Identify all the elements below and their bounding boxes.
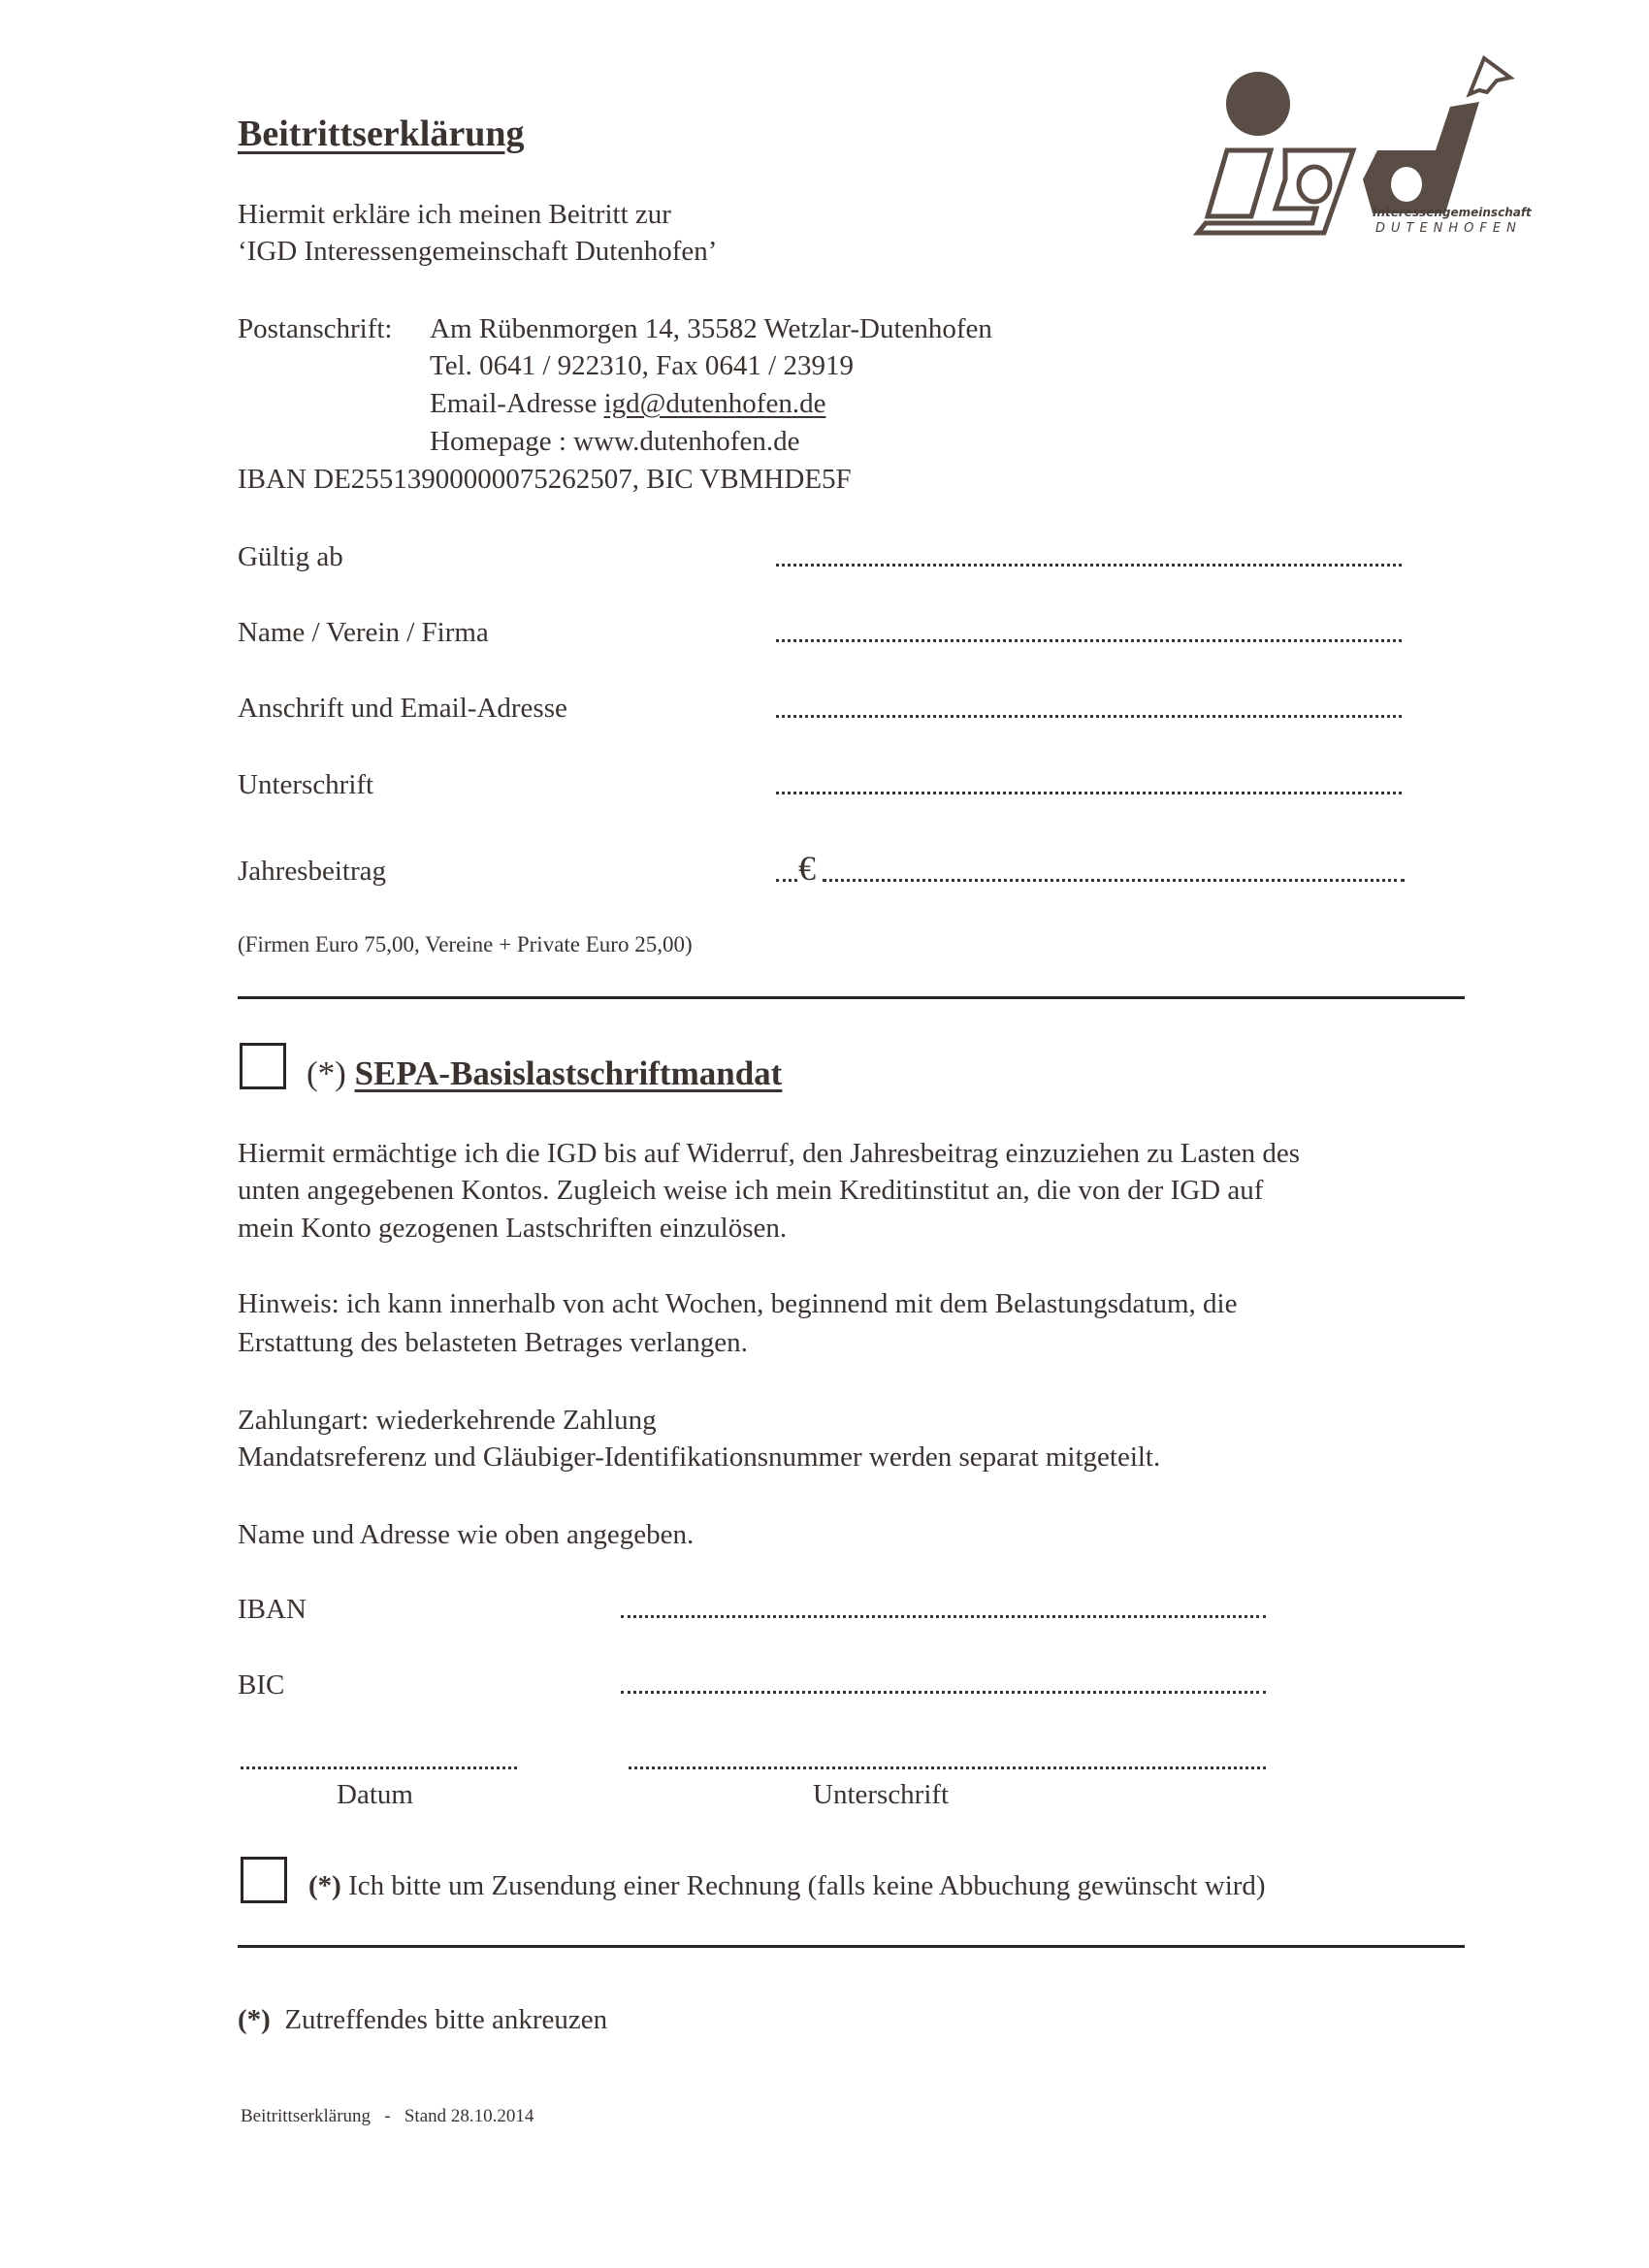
invoice-option [308, 1872, 1266, 1900]
intro-line-1: Hiermit erkläre ich meinen Beitritt zur [238, 199, 671, 230]
sepa-para1-line3: mein Konto gezogenen Lastschriften einzulösen. [238, 1213, 788, 1244]
postal-address: Am Rübenmorgen 14, 35582 Wetzlar-Dutenhofen [430, 313, 992, 344]
date-input[interactable] [241, 1766, 517, 1769]
field-input-address[interactable] [776, 715, 1402, 718]
divider-2 [238, 1945, 1465, 1948]
logo-dot [1226, 72, 1290, 136]
bic-label: BIC [238, 1669, 285, 1701]
invoice-text: Ich bitte um Zusendung einer Rechnung (falls keine Abbuchung gewünscht wird) [348, 1870, 1266, 1901]
euro-sign: € [798, 849, 816, 888]
sepa-checkbox[interactable] [240, 1043, 286, 1089]
sepa-title: SEPA-Basislastschriftmandat [354, 1054, 783, 1092]
footnote-marker: (*) [238, 2004, 271, 2035]
footnote [238, 2006, 607, 2034]
invoice-marker: (*) [308, 1870, 341, 1901]
footer-separator: - [384, 2106, 391, 2126]
sepa-para3-line1: Zahlungart: wiederkehrende Zahlung [238, 1405, 657, 1436]
footer-doc-name: Beitrittserklärung [241, 2106, 372, 2126]
fee-note: (Firmen Euro 75,00, Vereine + Private Euro 25,00) [238, 932, 693, 956]
logo-letter-d [1363, 102, 1479, 213]
sepa-signature-label: Unterschrift [813, 1779, 950, 1810]
field-label-address: Anschrift und Email-Adresse [238, 693, 567, 724]
invoice-checkbox[interactable] [241, 1857, 287, 1903]
document-footer [241, 2106, 534, 2127]
sepa-signature-input[interactable] [629, 1766, 1266, 1769]
date-label: Datum [337, 1779, 413, 1810]
fee-label: Jahresbeitrag [238, 856, 386, 887]
field-input-signature[interactable] [776, 792, 1402, 794]
sepa-para2-line1: Hinweis: ich kann innerhalb von acht Wochen, beginnend mit dem Belastungsdatum, die [238, 1288, 1238, 1319]
sepa-para2-line2: Erstattung des belasteten Betrages verlangen. [238, 1327, 748, 1358]
footer-stand: Stand 28.10.2014 [404, 2106, 534, 2126]
bic-input[interactable] [621, 1691, 1266, 1694]
sepa-marker: (*) [307, 1054, 346, 1092]
sepa-para3-line2: Mandatsreferenz und Gläubiger-Identifikationsnummer werden separat mitgeteilt. [238, 1442, 1161, 1473]
page-title: Beitrittserklärung [238, 113, 525, 154]
field-label-name: Name / Verein / Firma [238, 617, 489, 648]
phone-fax: Tel. 0641 / 922310, Fax 0641 / 23919 [430, 350, 854, 381]
email-link[interactable]: igd@dutenhofen.de [603, 388, 826, 419]
email-label: Email-Adresse [430, 388, 598, 419]
fee-input-prefix[interactable] [776, 879, 797, 882]
field-input-name[interactable] [776, 639, 1402, 642]
field-input-valid-from[interactable] [776, 564, 1402, 567]
sepa-heading [307, 1054, 782, 1093]
logo-letter-i [1208, 150, 1271, 216]
intro-line-2: ‘IGD Interessengemeinschaft Dutenhofen’ [238, 236, 718, 267]
fee-input[interactable] [823, 879, 1405, 882]
divider-1 [238, 996, 1465, 999]
logo-place: DUTENHOFEN [1375, 221, 1522, 236]
iban-input[interactable] [621, 1615, 1266, 1618]
homepage: Homepage : www.dutenhofen.de [430, 426, 800, 457]
sepa-para4: Name und Adresse wie oben angegeben. [238, 1519, 695, 1550]
footnote-text: Zutreffendes bitte ankreuzen [284, 2004, 608, 2035]
postal-label: Postanschrift: [238, 313, 393, 344]
logo-subtitle: Interessengemeinschaft [1373, 206, 1532, 219]
bank-details: IBAN DE25513900000075262507, BIC VBMHDE5F [238, 464, 852, 495]
sepa-para1-line2: unten angegebenen Kontos. Zugleich weise ich mein Kreditinstitut an, die von der IGD auf [238, 1175, 1264, 1206]
field-label-signature: Unterschrift [238, 769, 374, 800]
email-line [430, 390, 825, 418]
iban-label: IBAN [238, 1594, 307, 1625]
logo-arrow [1470, 58, 1510, 94]
sepa-para1-line1: Hiermit ermächtige ich die IGD bis auf Widerruf, den Jahresbeitrag einzuziehen zu Lasten des [238, 1138, 1301, 1169]
field-label-valid-from: Gültig ab [238, 541, 343, 572]
